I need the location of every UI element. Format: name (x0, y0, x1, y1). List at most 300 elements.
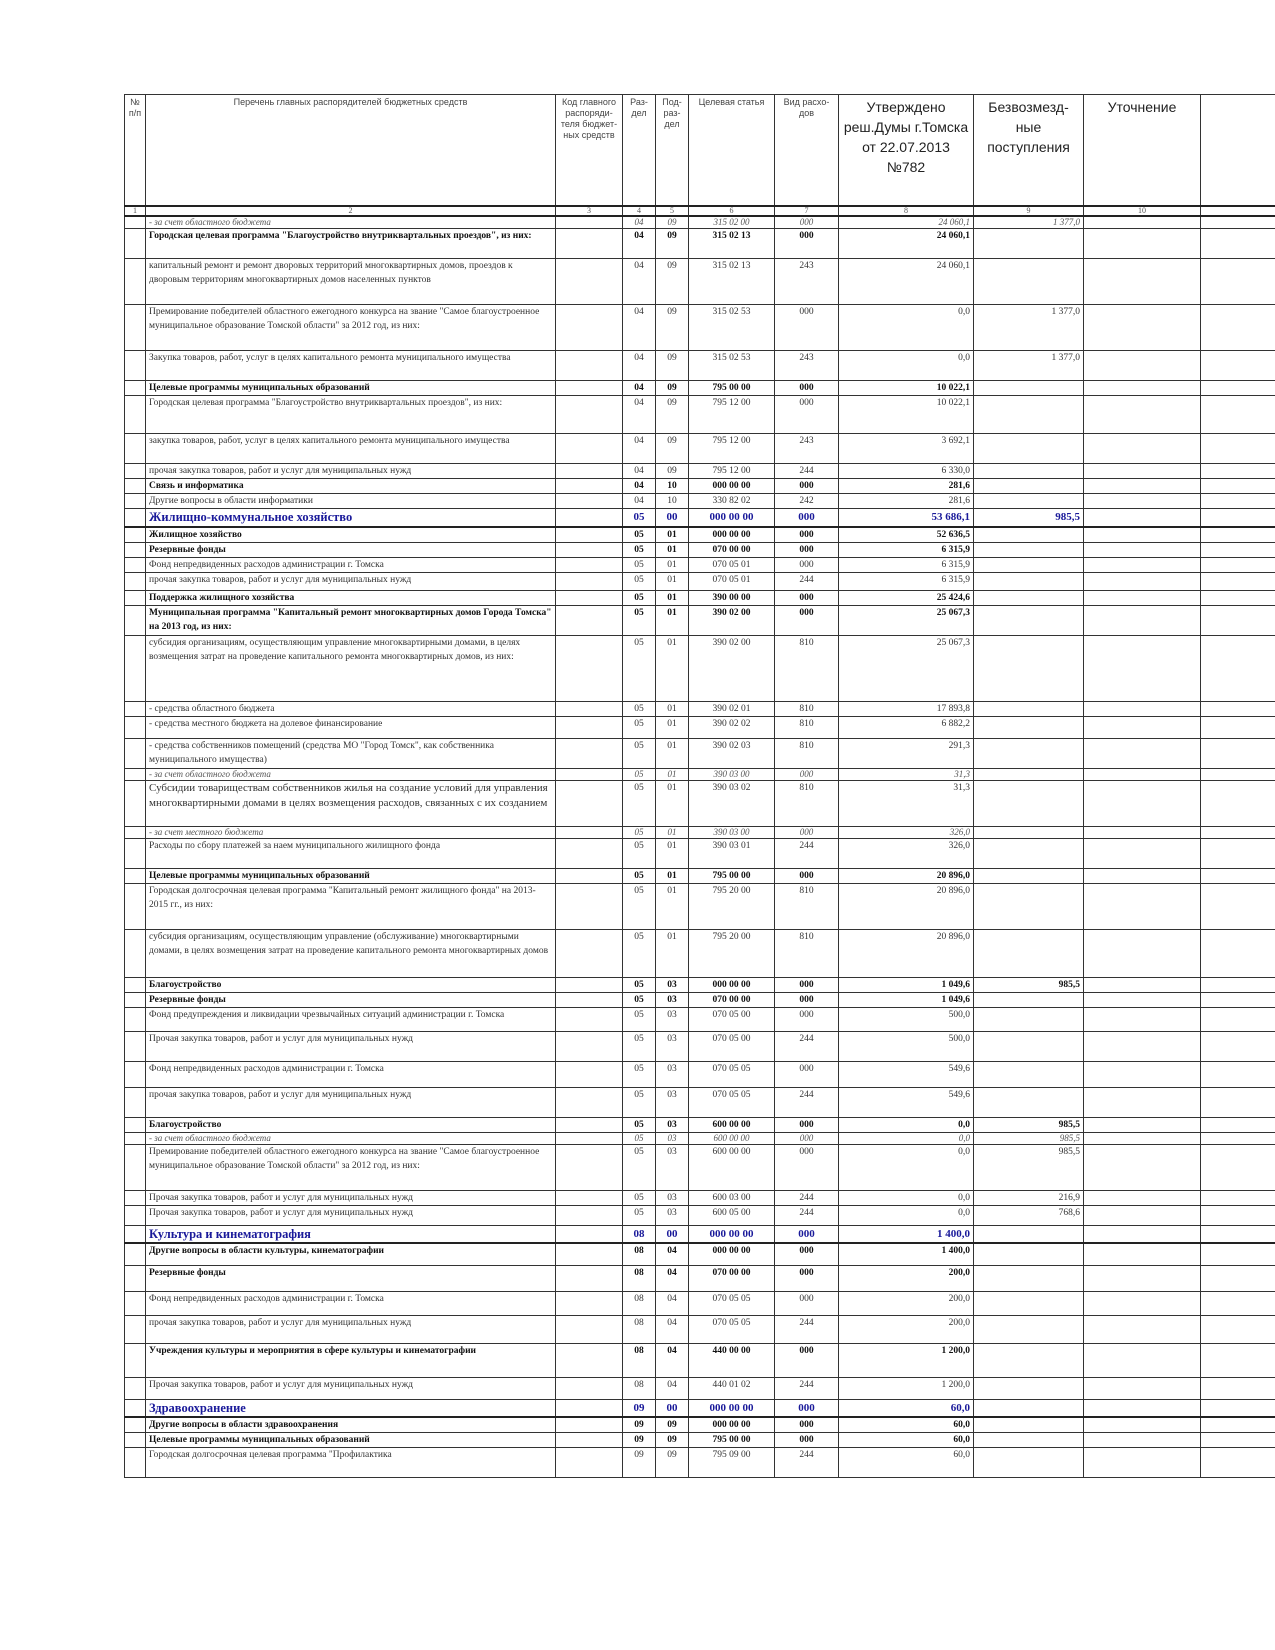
row-podrazdel-cell: 01 (656, 557, 689, 572)
row-code-cell (556, 494, 623, 509)
row-razdel-cell: 05 (623, 605, 656, 635)
row-statya-cell: 795 12 00 (689, 464, 775, 479)
row-extra-cell (1201, 494, 1275, 509)
table-row (125, 992, 1275, 1007)
row-name-cell: - за счет местного бюджета (146, 826, 556, 838)
row-podrazdel-cell: 04 (656, 1377, 689, 1399)
row-vid-cell: 242 (775, 494, 839, 509)
row-podrazdel-cell: 03 (656, 1061, 689, 1087)
row-statya-cell: 315 02 00 (689, 216, 775, 229)
row-code-cell (556, 868, 623, 883)
row-podrazdel-cell: 01 (656, 780, 689, 826)
row-razdel-cell: 04 (623, 381, 656, 396)
table-row (125, 826, 1275, 838)
row-extra-cell (1201, 826, 1275, 838)
row-name-cell: Целевые программы муниципальных образований (146, 381, 556, 396)
row-razdel-cell: 05 (623, 542, 656, 557)
row-podrazdel-cell: 04 (656, 1315, 689, 1343)
row-grants-cell (974, 1007, 1084, 1031)
row-vid-cell: 000 (775, 1117, 839, 1132)
row-adjustment-cell (1084, 572, 1201, 590)
row-approved-cell: 0,0 (839, 305, 974, 351)
row-razdel-cell: 05 (623, 1031, 656, 1061)
row-vid-cell: 000 (775, 229, 839, 259)
row-grants-cell (974, 479, 1084, 494)
row-statya-cell: 070 00 00 (689, 1265, 775, 1291)
row-name-cell: субсидия организациям, осуществляющим управление (обслуживание) многоквартирными домами, в целях возмещения затрат на проведение капитального ремонта многоквартирных домов (146, 929, 556, 977)
table-row (125, 1377, 1275, 1399)
row-name-cell: Прочая закупка товаров, работ и услуг для муниципальных нужд (146, 1377, 556, 1399)
row-razdel-cell: 04 (623, 396, 656, 434)
row-grants-cell (974, 396, 1084, 434)
row-razdel-cell: 08 (623, 1291, 656, 1315)
row-num-cell (125, 434, 146, 464)
row-name-cell: Благоустройство (146, 977, 556, 992)
row-statya-cell: 000 00 00 (689, 1243, 775, 1265)
row-grants-cell (974, 1031, 1084, 1061)
row-statya-cell: 795 20 00 (689, 883, 775, 929)
budget-table-sheet (124, 94, 1275, 1478)
row-adjustment-cell (1084, 1132, 1201, 1144)
row-statya-cell: 070 05 05 (689, 1061, 775, 1087)
row-vid-cell: 244 (775, 838, 839, 868)
row-vid-cell: 000 (775, 1399, 839, 1417)
row-code-cell (556, 838, 623, 868)
row-vid-cell: 244 (775, 1031, 839, 1061)
header-num: № п/п (125, 95, 146, 207)
colnum-5: 5 (656, 206, 689, 216)
row-razdel-cell: 05 (623, 1132, 656, 1144)
row-statya-cell: 070 05 01 (689, 557, 775, 572)
row-num-cell (125, 1144, 146, 1190)
row-grants-cell: 985,5 (974, 1117, 1084, 1132)
row-code-cell (556, 701, 623, 716)
row-adjustment-cell (1084, 1243, 1201, 1265)
row-approved-cell: 3 692,1 (839, 434, 974, 464)
colnum-3: 3 (556, 206, 623, 216)
row-podrazdel-cell: 03 (656, 992, 689, 1007)
header-grants: Безвозмезд-ные поступления (974, 95, 1084, 207)
row-podrazdel-cell: 01 (656, 826, 689, 838)
row-code-cell (556, 381, 623, 396)
row-code-cell (556, 826, 623, 838)
row-statya-cell: 070 05 05 (689, 1315, 775, 1343)
row-vid-cell: 000 (775, 381, 839, 396)
row-approved-cell: 25 424,6 (839, 590, 974, 605)
row-approved-cell: 20 896,0 (839, 883, 974, 929)
row-adjustment-cell (1084, 479, 1201, 494)
row-name-cell: Другие вопросы в области здравоохранения (146, 1417, 556, 1433)
row-num-cell (125, 381, 146, 396)
row-approved-cell: 1 400,0 (839, 1243, 974, 1265)
row-approved-cell: 6 315,9 (839, 572, 974, 590)
row-approved-cell: 200,0 (839, 1265, 974, 1291)
row-adjustment-cell (1084, 1061, 1201, 1087)
row-approved-cell: 281,6 (839, 494, 974, 509)
header-code: Код главного распоряди-теля бюджет-ных средств (556, 95, 623, 207)
table-row (125, 1144, 1275, 1190)
row-extra-cell (1201, 780, 1275, 826)
row-name-cell: Премирование победителей областного ежегодного конкурса на звание "Самое благоустроенное муниципальное образование Томской области" за 2012 год, из них: (146, 1144, 556, 1190)
row-adjustment-cell (1084, 1377, 1201, 1399)
row-num-cell (125, 494, 146, 509)
row-extra-cell (1201, 1377, 1275, 1399)
row-statya-cell: 795 12 00 (689, 396, 775, 434)
row-razdel-cell: 09 (623, 1399, 656, 1417)
row-grants-cell (974, 557, 1084, 572)
row-podrazdel-cell: 04 (656, 1343, 689, 1377)
row-num-cell (125, 1007, 146, 1031)
row-razdel-cell: 05 (623, 1205, 656, 1225)
row-adjustment-cell (1084, 494, 1201, 509)
row-num-cell (125, 1087, 146, 1117)
row-extra-cell (1201, 868, 1275, 883)
row-statya-cell: 390 03 00 (689, 768, 775, 780)
row-code-cell (556, 883, 623, 929)
table-row (125, 572, 1275, 590)
row-adjustment-cell (1084, 605, 1201, 635)
row-name-cell: - средства местного бюджета на долевое финансирование (146, 716, 556, 738)
row-razdel-cell: 04 (623, 479, 656, 494)
row-code-cell (556, 557, 623, 572)
table-row (125, 229, 1275, 259)
row-statya-cell: 600 00 00 (689, 1132, 775, 1144)
row-approved-cell: 60,0 (839, 1432, 974, 1447)
row-approved-cell: 60,0 (839, 1399, 974, 1417)
row-extra-cell (1201, 768, 1275, 780)
table-row (125, 259, 1275, 305)
row-razdel-cell: 05 (623, 883, 656, 929)
row-razdel-cell: 05 (623, 509, 656, 527)
row-code-cell (556, 1432, 623, 1447)
row-grants-cell (974, 1315, 1084, 1343)
row-vid-cell: 000 (775, 557, 839, 572)
row-num-cell (125, 1205, 146, 1225)
colnum-7: 7 (775, 206, 839, 216)
colnum-9: 9 (974, 206, 1084, 216)
row-adjustment-cell (1084, 1087, 1201, 1117)
row-razdel-cell: 05 (623, 1190, 656, 1205)
row-name-cell: Целевые программы муниципальных образований (146, 1432, 556, 1447)
row-statya-cell: 000 00 00 (689, 1225, 775, 1243)
row-vid-cell: 000 (775, 992, 839, 1007)
row-code-cell (556, 396, 623, 434)
row-adjustment-cell (1084, 509, 1201, 527)
row-vid-cell: 000 (775, 1007, 839, 1031)
row-name-cell: субсидия организациям, осуществляющим управление многоквартирными домами, в целях возмещения затрат на проведение капитального ремонта многоквартирных домов, из них: (146, 635, 556, 701)
row-num-cell (125, 1432, 146, 1447)
row-name-cell: - средства собственников помещений (средства МО "Город Томск", как собственника муниципального имущества) (146, 738, 556, 768)
row-statya-cell: 795 20 00 (689, 929, 775, 977)
row-podrazdel-cell: 00 (656, 509, 689, 527)
row-code-cell (556, 1291, 623, 1315)
row-podrazdel-cell: 01 (656, 605, 689, 635)
row-adjustment-cell (1084, 1399, 1201, 1417)
row-razdel-cell: 05 (623, 929, 656, 977)
row-podrazdel-cell: 01 (656, 838, 689, 868)
row-name-cell: капитальный ремонт и ремонт дворовых территорий многоквартирных домов, проездов к дворовым территориям многоквартирных домов населенных пунктов (146, 259, 556, 305)
row-approved-cell: 25 067,3 (839, 605, 974, 635)
row-name-cell: Учреждения культуры и мероприятия в сфере культуры и кинематографии (146, 1343, 556, 1377)
row-code-cell (556, 216, 623, 229)
row-extra-cell (1201, 635, 1275, 701)
row-vid-cell: 810 (775, 929, 839, 977)
row-num-cell (125, 479, 146, 494)
row-name-cell: - за счет областного бюджета (146, 1132, 556, 1144)
row-grants-cell: 985,5 (974, 977, 1084, 992)
row-grants-cell (974, 826, 1084, 838)
row-vid-cell: 810 (775, 883, 839, 929)
row-statya-cell: 390 02 02 (689, 716, 775, 738)
row-extra-cell (1201, 1031, 1275, 1061)
row-num-cell (125, 1377, 146, 1399)
row-name-cell: Резервные фонды (146, 992, 556, 1007)
row-razdel-cell: 09 (623, 1417, 656, 1433)
row-adjustment-cell (1084, 259, 1201, 305)
row-approved-cell: 31,3 (839, 768, 974, 780)
header-statya: Целевая статья (689, 95, 775, 207)
row-podrazdel-cell: 01 (656, 716, 689, 738)
row-adjustment-cell (1084, 780, 1201, 826)
row-name-cell: Резервные фонды (146, 1265, 556, 1291)
row-adjustment-cell (1084, 1144, 1201, 1190)
row-approved-cell: 31,3 (839, 780, 974, 826)
table-row (125, 216, 1275, 229)
header-name: Перечень главных распорядителей бюджетных средств (146, 95, 556, 207)
row-grants-cell (974, 259, 1084, 305)
row-adjustment-cell (1084, 977, 1201, 992)
row-code-cell (556, 1399, 623, 1417)
row-extra-cell (1201, 464, 1275, 479)
row-extra-cell (1201, 605, 1275, 635)
row-approved-cell: 52 636,5 (839, 527, 974, 543)
row-code-cell (556, 590, 623, 605)
row-grants-cell (974, 229, 1084, 259)
row-extra-cell (1201, 542, 1275, 557)
row-num-cell (125, 701, 146, 716)
row-statya-cell: 390 02 03 (689, 738, 775, 768)
row-approved-cell: 281,6 (839, 479, 974, 494)
row-podrazdel-cell: 03 (656, 1087, 689, 1117)
row-podrazdel-cell: 01 (656, 635, 689, 701)
row-extra-cell (1201, 1087, 1275, 1117)
row-adjustment-cell (1084, 464, 1201, 479)
table-row (125, 738, 1275, 768)
row-razdel-cell: 04 (623, 305, 656, 351)
row-code-cell (556, 768, 623, 780)
row-name-cell: Связь и информатика (146, 479, 556, 494)
row-vid-cell: 000 (775, 1225, 839, 1243)
row-approved-cell: 1 400,0 (839, 1225, 974, 1243)
row-grants-cell (974, 1087, 1084, 1117)
row-num-cell (125, 838, 146, 868)
row-grants-cell: 1 377,0 (974, 305, 1084, 351)
row-name-cell: Закупка товаров, работ, услуг в целях капитального ремонта муниципального имущества (146, 351, 556, 381)
row-code-cell (556, 1343, 623, 1377)
row-code-cell (556, 977, 623, 992)
row-podrazdel-cell: 03 (656, 1007, 689, 1031)
row-code-cell (556, 1377, 623, 1399)
row-approved-cell: 326,0 (839, 838, 974, 868)
row-num-cell (125, 635, 146, 701)
row-podrazdel-cell: 01 (656, 768, 689, 780)
row-approved-cell: 0,0 (839, 351, 974, 381)
table-row (125, 716, 1275, 738)
row-adjustment-cell (1084, 1343, 1201, 1377)
row-extra-cell (1201, 883, 1275, 929)
row-statya-cell: 795 00 00 (689, 868, 775, 883)
row-code-cell (556, 509, 623, 527)
row-approved-cell: 500,0 (839, 1031, 974, 1061)
row-approved-cell: 0,0 (839, 1190, 974, 1205)
row-code-cell (556, 1117, 623, 1132)
row-vid-cell: 810 (775, 716, 839, 738)
row-vid-cell: 000 (775, 977, 839, 992)
row-num-cell (125, 527, 146, 543)
row-num-cell (125, 557, 146, 572)
row-statya-cell: 070 05 00 (689, 1031, 775, 1061)
row-code-cell (556, 738, 623, 768)
row-statya-cell: 070 00 00 (689, 992, 775, 1007)
row-extra-cell (1201, 977, 1275, 992)
table-row (125, 1343, 1275, 1377)
row-name-cell: Целевые программы муниципальных образований (146, 868, 556, 883)
row-statya-cell: 315 02 53 (689, 351, 775, 381)
row-code-cell (556, 1205, 623, 1225)
header-vid: Вид расхо-дов (775, 95, 839, 207)
row-podrazdel-cell: 09 (656, 1447, 689, 1477)
row-approved-cell: 24 060,1 (839, 259, 974, 305)
row-grants-cell (974, 1225, 1084, 1243)
row-vid-cell: 244 (775, 1087, 839, 1117)
table-row (125, 883, 1275, 929)
row-podrazdel-cell: 09 (656, 216, 689, 229)
row-vid-cell: 000 (775, 542, 839, 557)
row-podrazdel-cell: 09 (656, 464, 689, 479)
row-extra-cell (1201, 557, 1275, 572)
row-podrazdel-cell: 03 (656, 1205, 689, 1225)
row-extra-cell (1201, 216, 1275, 229)
row-podrazdel-cell: 01 (656, 701, 689, 716)
row-name-cell: Фонд непредвиденных расходов администрации г. Томска (146, 1291, 556, 1315)
row-grants-cell (974, 1243, 1084, 1265)
row-name-cell: прочая закупка товаров, работ и услуг для муниципальных нужд (146, 572, 556, 590)
row-num-cell (125, 1343, 146, 1377)
row-podrazdel-cell: 04 (656, 1291, 689, 1315)
row-razdel-cell: 08 (623, 1225, 656, 1243)
row-extra-cell (1201, 434, 1275, 464)
row-name-cell: Городская целевая программа "Благоустройство внутриквартальных проездов", из них: (146, 396, 556, 434)
row-code-cell (556, 527, 623, 543)
table-row (125, 351, 1275, 381)
row-podrazdel-cell: 09 (656, 381, 689, 396)
row-adjustment-cell (1084, 992, 1201, 1007)
row-code-cell (556, 605, 623, 635)
table-row (125, 542, 1275, 557)
row-approved-cell: 10 022,1 (839, 396, 974, 434)
row-approved-cell: 25 067,3 (839, 635, 974, 701)
row-statya-cell: 070 05 00 (689, 1007, 775, 1031)
row-podrazdel-cell: 01 (656, 883, 689, 929)
budget-rows (125, 216, 1275, 1477)
table-row (125, 1031, 1275, 1061)
budget-table (124, 94, 1275, 1478)
row-num-cell (125, 1117, 146, 1132)
row-razdel-cell: 04 (623, 229, 656, 259)
row-podrazdel-cell: 00 (656, 1225, 689, 1243)
row-grants-cell (974, 780, 1084, 826)
row-num-cell (125, 1447, 146, 1477)
row-approved-cell: 10 022,1 (839, 381, 974, 396)
row-podrazdel-cell: 01 (656, 542, 689, 557)
row-name-cell: Городская целевая программа "Благоустройство внутриквартальных проездов", из них: (146, 229, 556, 259)
row-extra-cell (1201, 1417, 1275, 1433)
row-statya-cell: 600 05 00 (689, 1205, 775, 1225)
row-extra-cell (1201, 1190, 1275, 1205)
row-code-cell (556, 305, 623, 351)
row-extra-cell (1201, 259, 1275, 305)
row-razdel-cell: 05 (623, 635, 656, 701)
row-vid-cell: 000 (775, 605, 839, 635)
row-name-cell: Поддержка жилищного хозяйства (146, 590, 556, 605)
row-extra-cell (1201, 1132, 1275, 1144)
row-code-cell (556, 1243, 623, 1265)
row-podrazdel-cell: 01 (656, 929, 689, 977)
row-grants-cell: 216,9 (974, 1190, 1084, 1205)
row-adjustment-cell (1084, 557, 1201, 572)
row-grants-cell (974, 868, 1084, 883)
row-vid-cell: 810 (775, 701, 839, 716)
row-approved-cell: 1 200,0 (839, 1377, 974, 1399)
row-adjustment-cell (1084, 1315, 1201, 1343)
row-grants-cell (974, 883, 1084, 929)
row-extra-cell (1201, 1225, 1275, 1243)
row-statya-cell: 390 02 00 (689, 605, 775, 635)
row-adjustment-cell (1084, 1447, 1201, 1477)
row-code-cell (556, 434, 623, 464)
row-podrazdel-cell: 00 (656, 1399, 689, 1417)
row-razdel-cell: 04 (623, 464, 656, 479)
row-name-cell: - за счет областного бюджета (146, 768, 556, 780)
row-vid-cell: 810 (775, 635, 839, 701)
table-row (125, 1190, 1275, 1205)
row-podrazdel-cell: 01 (656, 590, 689, 605)
row-grants-cell (974, 929, 1084, 977)
row-approved-cell: 0,0 (839, 1117, 974, 1132)
row-razdel-cell: 05 (623, 992, 656, 1007)
row-num-cell (125, 868, 146, 883)
row-approved-cell: 20 896,0 (839, 868, 974, 883)
table-row (125, 605, 1275, 635)
colnum-extra (1201, 206, 1275, 216)
row-grants-cell (974, 605, 1084, 635)
row-code-cell (556, 1061, 623, 1087)
row-extra-cell (1201, 590, 1275, 605)
row-vid-cell: 000 (775, 527, 839, 543)
row-razdel-cell: 08 (623, 1377, 656, 1399)
row-grants-cell (974, 1432, 1084, 1447)
row-statya-cell: 390 03 02 (689, 780, 775, 826)
row-vid-cell: 244 (775, 1205, 839, 1225)
row-extra-cell (1201, 351, 1275, 381)
table-row (125, 1447, 1275, 1477)
row-vid-cell: 244 (775, 1377, 839, 1399)
row-razdel-cell: 05 (623, 868, 656, 883)
row-code-cell (556, 1417, 623, 1433)
row-adjustment-cell (1084, 381, 1201, 396)
row-name-cell: Благоустройство (146, 1117, 556, 1132)
row-razdel-cell: 05 (623, 716, 656, 738)
